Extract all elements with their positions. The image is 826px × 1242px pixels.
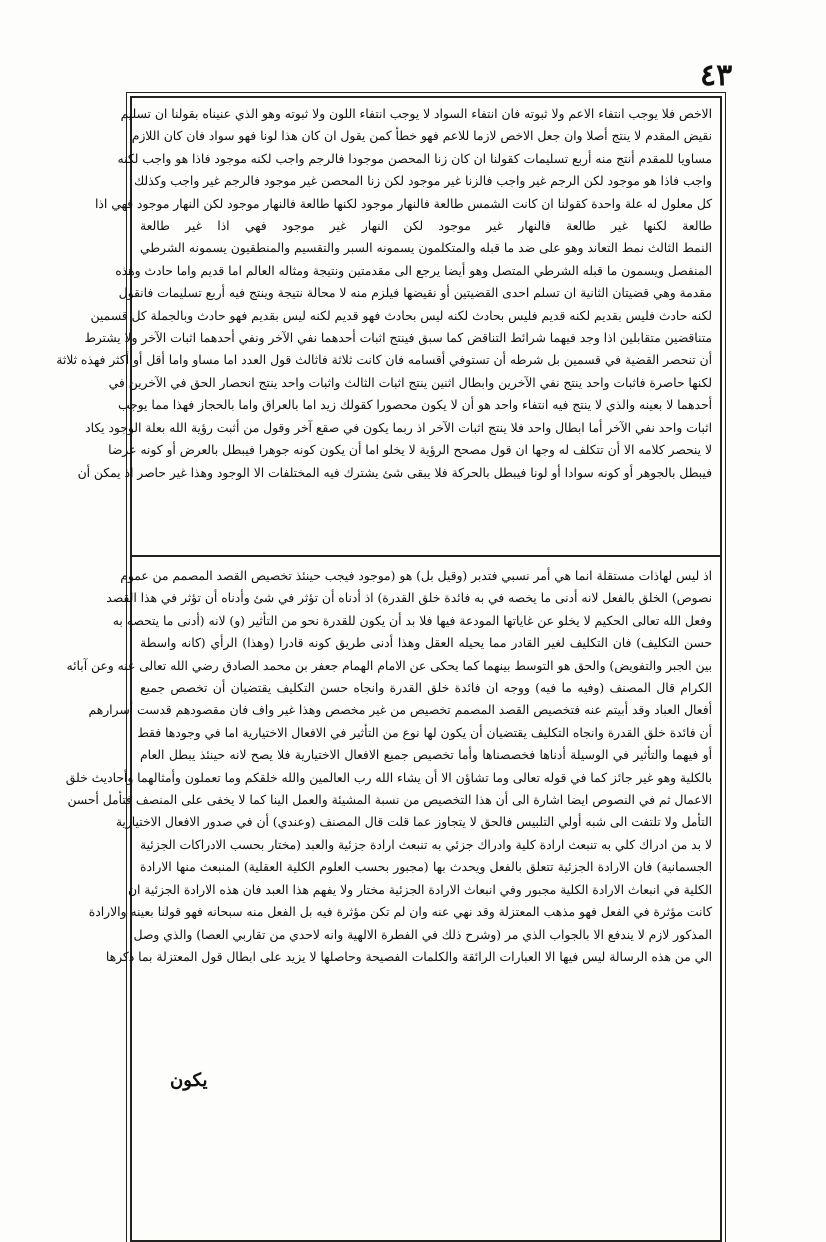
- text-line: نقيض المقدم لا ينتج أصلا وان جعل الاخص لازما للاعم فهو خطأ كمن يقول ان كان هذا لونا فهو سواد فان كان اللازم: [131, 129, 712, 144]
- text-line: المذكور لازم لا يندفع الا بالجواب الذي مر (وشرح ذلك في الفطرة الالهية وانه لاحدي من تقاربي العصا) والذي وصل: [133, 927, 712, 942]
- text-line: وفعل الله تعالى الحكيم لا يخلو عن غاياتها المودعة فيها فلا بد أن يكون للقدرة نحو من التأثير (و) لانه (أدنى ما يتحصه به: [112, 613, 712, 628]
- text-line: فيبطل بالجوهر أو كونه سوادا أو لونا فيبطل بالحركة فلا يبقى شئ يشترك فيه المختلفات الا الوجود وهذا غير حاصر اذ يمكن أن: [77, 465, 712, 480]
- text-line: كل معلول له علة واحدة كقولنا ان كانت الشمس طالعة فالنهار موجود لكنها طالعة فالنهار موجود لكن النهار موجود فهي اذا: [95, 196, 712, 211]
- text-line: واجب فاذا هو موجود لكن الرجم غير واجب فالزنا غير موجود لكن زنا المحصن غير موجود فالرجم غير واجب وكذلك: [133, 174, 712, 189]
- text-line: طالعة لكنها غير طالعة فالنهار غير موجود لكن النهار غير موجود فهي اذا غير طالعة: [140, 219, 712, 234]
- text-line: أو فيهما والتأثير في الوسيلة أدناها فخصصناها وأما تخصيص جميع الافعال الاختيارية فلا يصح لانه حينئذ يبطل العام: [140, 748, 712, 763]
- text-line: لكنه حادث فليس بقديم لكنه قديم فليس بحادث لكنه ليس بحادث فهو قديم لكنه ليس بقديم فهو حادث وبالجملة كل قسمين: [90, 308, 712, 323]
- text-line: أن فائدة خلق القدرة وانجاه التكليف يقتضيان أن يكون لها نوع من التأثير في الافعال الاختيارية اما في وجودها فقط: [137, 725, 712, 740]
- section-divider: [132, 555, 720, 557]
- catchword: يكون: [170, 1070, 208, 1091]
- text-line: لا ينحصر كلامه الا أن تتكلف له وجها ان قول مصحح الرؤية لا يخلو اما أن يكون كونه جوهرا فيبطل بالعرض أو كونه عرضا: [108, 443, 712, 458]
- text-line: حسن التكليف) فان التكليف لغير القادر مما يحيله العقل وهذا أدنى طريق كونه قادرا (وهذا) الرأي (كانه واسطة: [140, 636, 712, 651]
- text-line: اذ ليس لهاذات مستقلة انما هي أمر نسبي فتدبر (وقيل بل) هو (موجود فيجب حينئذ تخصيص القصد المصمم من عموم: [120, 569, 712, 583]
- text-line: الي من هذه الرسالة ليس فيها الا العبارات الرائقة والكلمات الفصيحة وحاصلها لا يزيد على ابطال قول المعتزلة بما ذكرها: [105, 949, 712, 964]
- commentary-text-block: [65, 565, 716, 1233]
- text-line: متناقضين متقابلين اذا وجد فيهما شرائط التناقض كما سبق فينتج اثبات أحدهما نفي الآخر ونفي أحدهما اثبات الآخر ولا يشترط: [84, 331, 712, 346]
- text-line: كانت مؤثرة في الفعل فهو مذهب المعتزلة وقد نهي عنه وان لم تكن مؤثرة فيه بل الفعل منه سبحانه فهو قولنا بعينه والارادة: [88, 905, 712, 920]
- text-line: المنفصل ويسمون ما قبله الشرطي المتصل وهو أيضا يرجع الى مقدمتين ونتيجة ومثاله العالم اما قديم واما حادث وهذه: [115, 263, 712, 278]
- text-line: بالكلية وهو غير جائز كما في قوله تعالى وما تشاؤن الا أن يشاء الله رب العالمين والله خلقكم وما تعملون وأمثالهما وأحاديث خلق: [65, 770, 712, 785]
- text-line: بين الجبر والتفويض) والحق هو التوسط بينهما كما يحكى عن الامام الهمام جعفر بن محمد الصادق رضي الله تعالى عنه وعن آبائه: [66, 658, 712, 673]
- text-line: الكرام قال المصنف (وفيه ما فيه) ووجه ان فائدة خلق القدرة وانجاه حسن التكليف يقتضيان أن تخصص جميع: [140, 681, 712, 696]
- text-line: لا بد من ادراك كلي به تنبعث ارادة كلية وادراك جزئي به تنبعث ارادة جزئية والعبد (مختار بحسب الادراكات الجزئية: [140, 837, 712, 852]
- page-number: ٤٣: [700, 58, 733, 93]
- text-line: أحدهما لا بعينه والذي لا ينتج فيه انتفاء واحد هو أن لا يكون محصورا كقولك زيد اما بالعراق واما بالحجاز فهذا مما يوجب: [117, 398, 712, 413]
- text-line: الكلية في انبعاث الارادة الكلية مجبور وفي انبعاث الارادة الجزئية مختار ولا يفهم هذا العبد فان هذه الارادة الجزئية ان: [127, 882, 712, 897]
- text-line: نصوص) الخلق بالفعل لانه أدنى ما يخصه في به فائدة خلق القدرة) اذ أدناه أن تؤثر في شئ وأدناه أن تؤثر في هذا القصد: [106, 591, 712, 606]
- text-line: أفعال العباد وقد أبيتم عنه فتخصيص القصد المصمم تخصيص من غير مخصص وهذا غير واف فان مقصودهم قدست أسرارهم: [88, 703, 712, 718]
- text-line: مقدمة وهي قضيتان الثانية ان تسلم احدى القضيتين أو نقيضها فيلزم منه لا محالة نتيجة وينتج فيه أربع تسليمات فانقول: [118, 286, 712, 301]
- text-line: الاعمال ثم في النصوص ايضا اشارة الى أن هذا التخصيص من نسبة المشيئة والعمل الينا كما لا يخفى على المنصف فتأمل أحسن: [67, 793, 712, 808]
- text-line: أن تنحصر القضية في قسمين بل شرطه أن تستوفي أقسامه فان كانت ثلاثة فاثالث قول العدد اما مساو واما أقل أو أكثر فهذه ثلاثة: [56, 353, 712, 368]
- text-line: مساويا للمقدم أنتج منه أربع تسليمات كقولنا ان كان زنا المحصن موجودا فالرجم واجب لكنه موجود فاذا هو واجب لكنه: [117, 151, 712, 166]
- text-line: لكنها حاصرة فاثبات واحد ينتج نفي الآخرين وابطال اثنين ينتج اثبات الثالث واثبات واحد ينتج انحصار الحق في الآخرين في: [108, 375, 712, 390]
- main-text-block: [56, 103, 716, 553]
- text-line: الجسمانية) فان الارادة الجزئية تتعلق بالفعل ويحدث بها (مجبور بحسب العلوم الكلية العقلية) المنبعث منها الارادة: [140, 860, 712, 875]
- text-line: اثبات واحد نفي الآخر أما ابطال واحد فلا ينتج اثبات الآخر اذ ربما يكون في صقع آخر وقول من أثبت رؤية الله بعلة الوجود يكاد: [85, 420, 712, 435]
- text-line: النمط الثالث نمط التعاند وهو على ضد ما قبله والمتكلمون يسمونه السبر والتقسيم والمنطقيون يسمونه الشرطي: [140, 241, 712, 256]
- text-line: التأمل ولا تلتفت الى شبه أولي التلبيس فالحق لا يتجاوز عما قلت قال المصنف (وعندي) أن في صدور الافعال الاختيارية: [115, 815, 712, 830]
- text-line: الاخص فلا يوجب انتفاء الاعم ولا ثبوته فان انتفاء السواد لا يوجب انتفاء اللون ولا ثبوته وهو الذي عنيناه بقولنا ان تسليم: [120, 107, 712, 121]
